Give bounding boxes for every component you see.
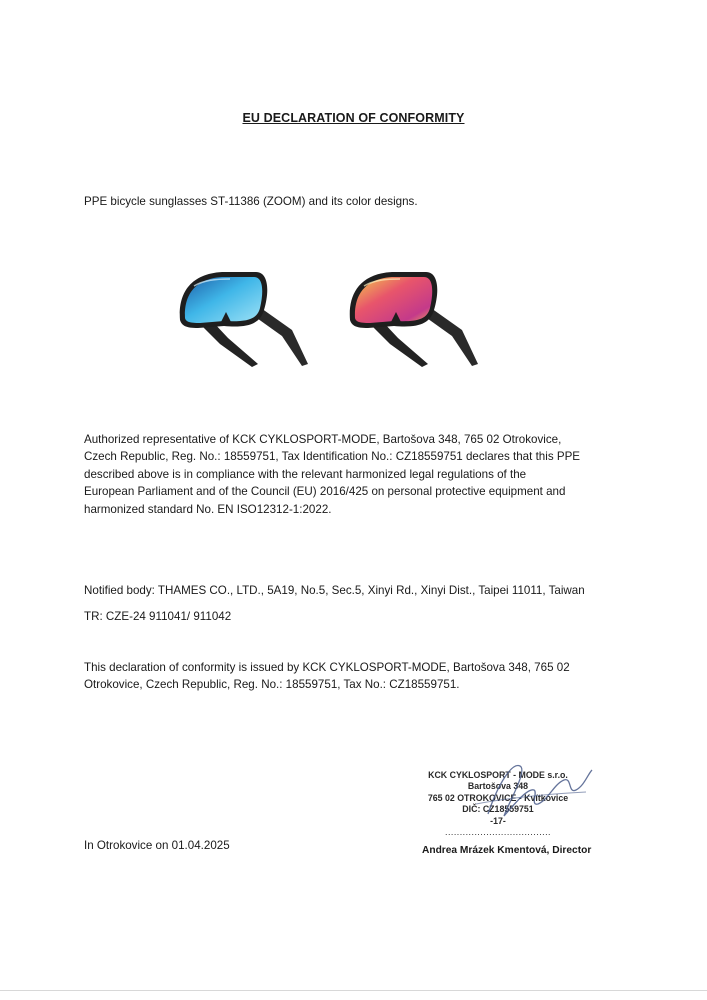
stamp-number: -17-	[490, 815, 506, 826]
stamp-vat: DIČ: CZ18559751	[462, 804, 534, 815]
statement-line: harmonized standard No. EN ISO12312-1:2022.	[84, 502, 332, 516]
notified-body: Notified body: THAMES CO., LTD., 5A19, No.5, Sec.5, Xinyi Rd., Xinyi Dist., Taipei 11011, Taiwan	[84, 584, 585, 597]
stamp-company: KCK CYKLOSPORT - MODE s.r.o.	[428, 770, 568, 780]
handwritten-signature	[468, 744, 598, 834]
signatory-name: Andrea Mrázek Kmentová, Director	[422, 845, 592, 856]
statement-line: Czech Republic, Reg. No.: 18559751, Tax Identification No.: CZ18559751 declares that this PPE	[84, 450, 581, 464]
document-title: EU DECLARATION OF CONFORMITY	[242, 111, 465, 125]
signature-line: ....................................	[445, 827, 551, 838]
sunglasses-red-image	[344, 266, 484, 372]
sunglasses-blue-image	[174, 266, 314, 372]
authorized-representative-statement	[84, 431, 624, 518]
issuer-line: This declaration of conformity is issued by KCK CYKLOSPORT-MODE, Bartošova 348, 765 02	[84, 661, 570, 674]
page-edge	[0, 990, 707, 991]
statement-line: described above is in compliance with the relevant harmonized legal regulations of the	[84, 467, 527, 481]
stamp-street: Bartošova 348	[467, 781, 529, 792]
product-description: PPE bicycle sunglasses ST-11386 (ZOOM) and its color designs.	[84, 195, 418, 208]
issuer-line: Otrokovice, Czech Republic, Reg. No.: 18559751, Tax No.: CZ18559751.	[84, 678, 460, 692]
statement-line: Authorized representative of KCK CYKLOSPORT-MODE, Bartošova 348, 765 02 Otrokovice,	[84, 433, 562, 446]
test-report-numbers: TR: CZE-24 911041/ 911042	[84, 610, 232, 623]
place-and-date: In Otrokovice on 01.04.2025	[84, 839, 230, 852]
stamp-city: 765 02 OTROKOVICE - Kvítkovice	[427, 792, 569, 803]
statement-line: European Parliament and of the Council (EU) 2016/425 on personal protective equipment and	[84, 485, 566, 499]
issuer-statement	[84, 659, 624, 694]
